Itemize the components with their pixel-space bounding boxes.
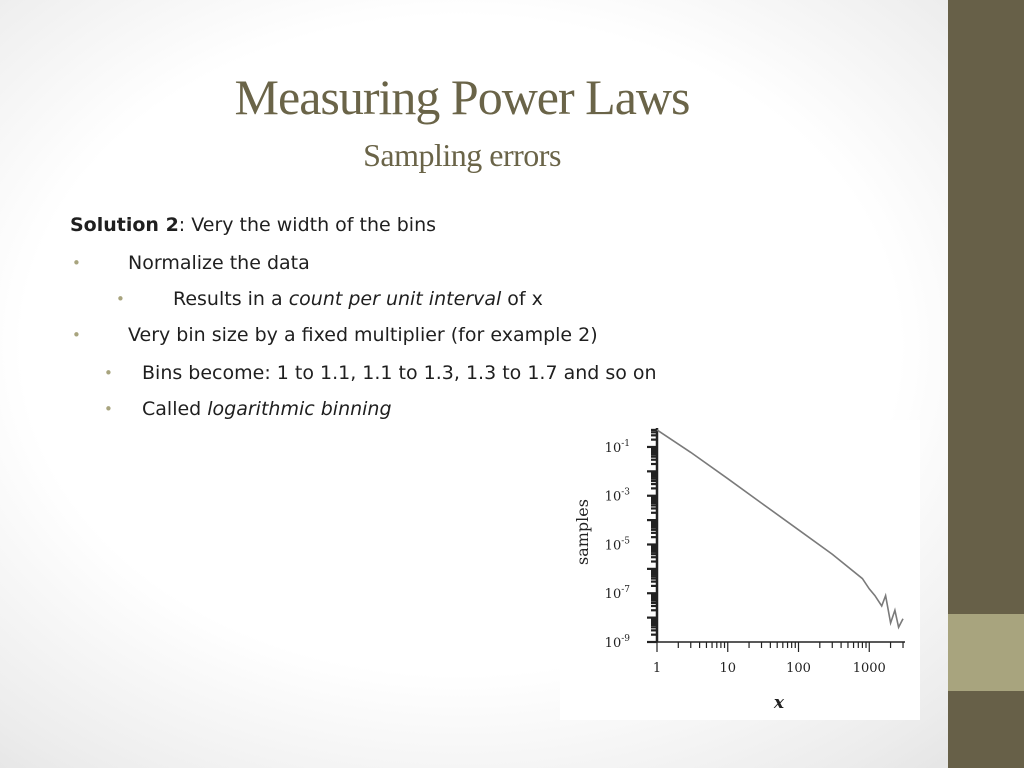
bullet-called <box>142 400 392 419</box>
bullet-icon: • <box>116 290 125 308</box>
bullet-bin-size: Very bin size by a fixed multiplier (for example 2) <box>128 324 598 346</box>
bullet-results-pre: Results in a <box>173 288 289 310</box>
bullet-called-italic: logarithmic binning <box>207 398 392 420</box>
y-tick-exponent: -9 <box>621 634 630 644</box>
y-tick-base: 10 <box>604 489 622 505</box>
bullet-called-pre: Called <box>142 398 208 420</box>
y-axis-label: samples <box>573 499 592 565</box>
slide-subtitle: Sampling errors <box>363 137 561 173</box>
bullet-icon: • <box>104 400 113 418</box>
y-tick-base: 10 <box>604 440 622 456</box>
y-tick-exponent: -3 <box>621 487 630 498</box>
x-tick-label: 10 <box>719 661 737 676</box>
solution-text: : Very the width of the bins <box>178 214 437 236</box>
solution-line <box>70 216 436 235</box>
sidebar-accent-block <box>948 614 1024 691</box>
y-tick-exponent: -1 <box>621 438 630 449</box>
x-tick-label: 1 <box>652 661 662 676</box>
solution-label: Solution 2 <box>70 214 179 236</box>
slide-title: Measuring Power Laws <box>234 69 690 125</box>
y-tick-base: 10 <box>604 538 622 554</box>
bullet-bins-become: Bins become: 1 to 1.1, 1.1 to 1.3, 1.3 to 1.7 and so on <box>142 362 657 384</box>
x-axis-label: x <box>773 693 785 713</box>
bullet-results-post: of x <box>501 288 543 310</box>
bullet-results <box>173 290 543 309</box>
y-tick-base: 10 <box>604 636 622 651</box>
x-tick-label: 1000 <box>852 661 886 676</box>
y-tick-exponent: -7 <box>621 585 630 596</box>
power-law-plot <box>560 420 920 720</box>
bullet-normalize: Normalize the data <box>128 252 310 274</box>
y-tick-base: 10 <box>604 587 622 603</box>
bullet-icon: • <box>72 254 81 272</box>
x-tick-label: 100 <box>786 661 811 676</box>
plot-svg <box>560 420 920 720</box>
bullet-icon: • <box>72 326 81 344</box>
bullet-results-italic: count per unit interval <box>288 288 502 310</box>
bullet-icon: • <box>104 364 113 382</box>
y-tick-exponent: -5 <box>621 536 630 547</box>
